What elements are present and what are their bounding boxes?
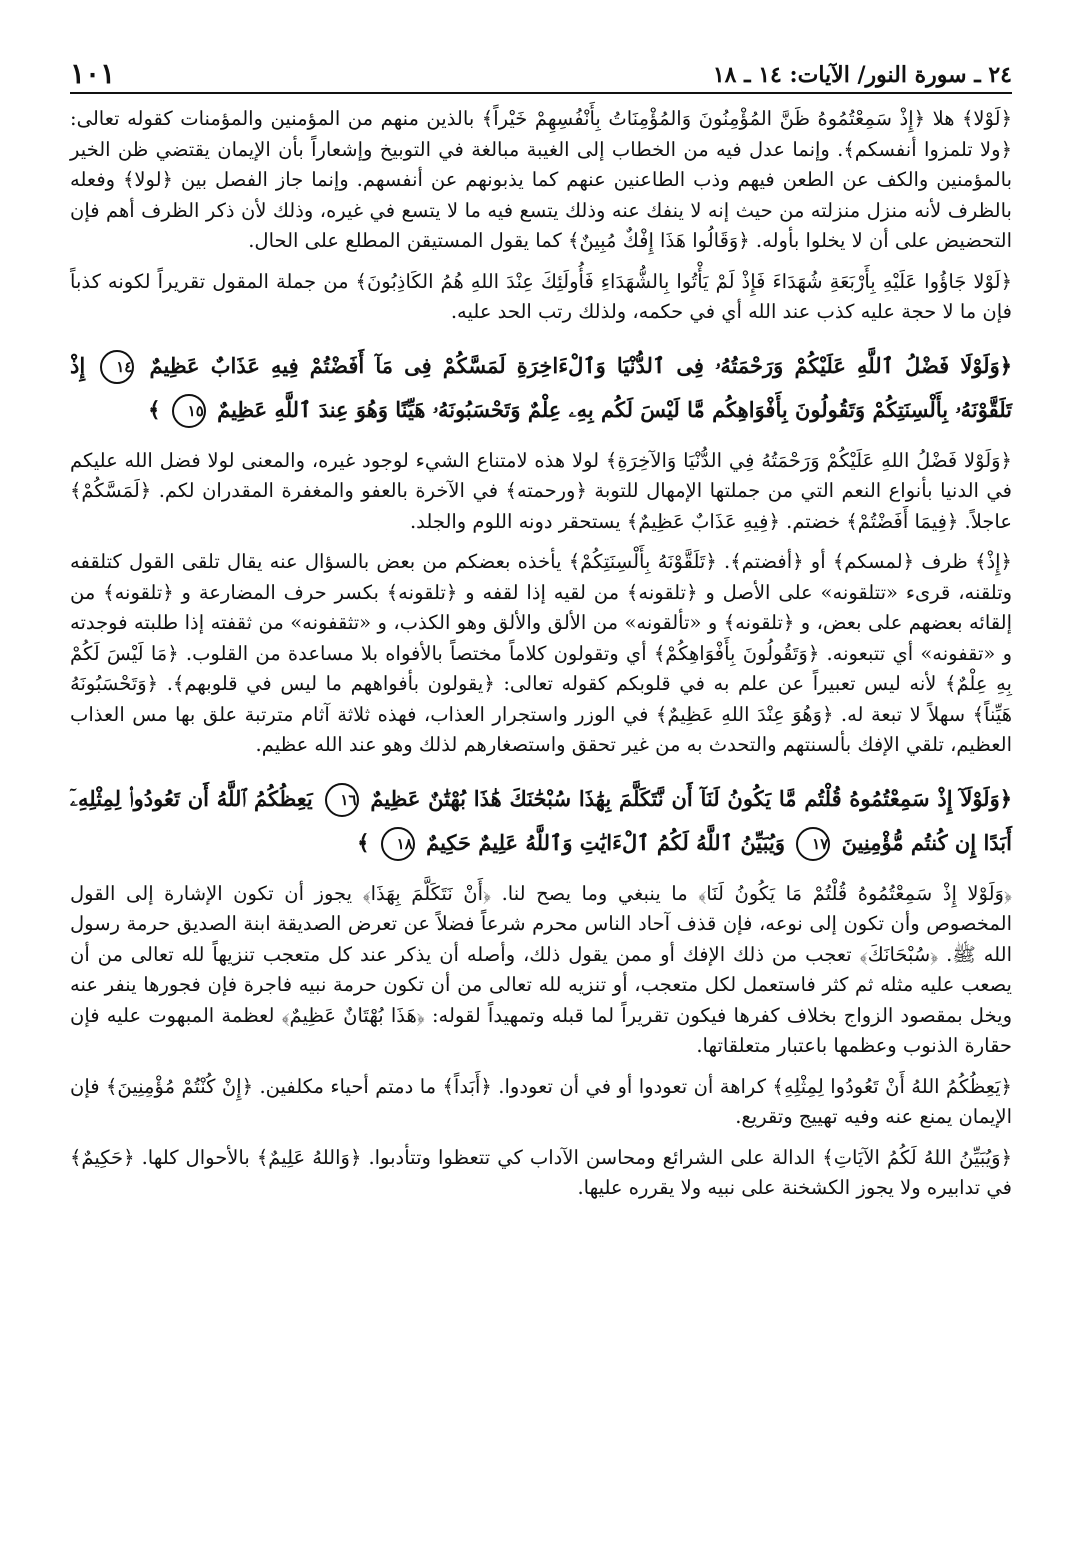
verse-number-badge: ١٦ (325, 783, 359, 817)
commentary-paragraph: ﴿وَلَوْلا إِذْ سَمِعْتُمُوهُ قُلْتُمْ مَا يَكُونُ لَنَا﴾ ما ينبغي وما يصح لنا. ﴿أَنْ نَتَكَلَّمَ بِهَذَا﴾ يجوز أن تكون الإشارة إلى القول المخصوص وأن تكون إلى نوعه، فإن قذف آحاد الناس محرم شرعاً فضلاً عن تعرض الصديقة ابنة الصديق حرمة رسول الله ﷺ. ﴿سُبْحَانَكَ﴾ تعجب من ذلك الإفك أو ممن يقول ذلك، وأصله أن يذكر عند كل متعجب تنزيهاً لله تعالى من أن يصعب عليه مثله ثم كثر فاستعمل لكل متعجب، أو تنزيه لله تعالى من أن تكون حرمة نبيه فاجرة فإن فجورها ينفر عنه ويخل بمقصود الزواج بخلاف كفرها فيكون تقريراً لما قبله وتمهيداً لقوله: ﴿هَذَا بُهْتَانٌ عَظِيمٌ﴾ لعظمة المبهوت عليه فإن حقارة الذنوب وعظمها باعتبار متعلقاتها. (70, 881, 1012, 1057)
verse-number-badge: ١٧ (796, 827, 830, 861)
commentary-paragraph: ﴿إِذْ﴾ ظرف ﴿لمسكم﴾ أو ﴿أفضتم﴾. ﴿تَلَقَّوْنَهُ بِأَلْسِنَتِكُمْ﴾ يأخذه بعضكم من بعض بالسؤال عنه يقال تلقى القول كتلقفه وتلقنه، قرىء «تتلقونه» على الأصل و ﴿تلقونه﴾ من لقيه إذا لقفه و ﴿تلقونه﴾ بكسر حرف المضارعة و ﴿تلقونه﴾ من إلقائه بعضهم على بعض، و ﴿تلقونه﴾ و «تألقونه» من الألق والألق وهو الكذب، و «تثقفونه» من ثقفته إذا طلبته فوجدته و «تقفونه» أي تتبعونه. ﴿وَتَقُولُونَ بِأَفْوَاهِكُمْ﴾ أي وتقولون كلاماً مختصاً بالأفواه بلا مساعدة من القلوب. ﴿مَا لَيْسَ لَكُمْ بِهِ عِلْمٌ﴾ لأنه ليس تعبيراً عن علم به في قلوبكم كقوله تعالى: ﴿يقولون بأفواههم ما ليس في قلوبهم﴾. ﴿وَتَحْسَبُونَهُ هَيِّناً﴾ سهلاً لا تبعة له. ﴿وَهُوَ عِنْدَ اللهِ عَظِيمٌ﴾ في الوزر واستجرار العذاب، فهذه ثلاثة آثام مترتبة علق بها مس العذاب العظيم، تلقي الإفك بألسنتهم والتحدث به من غير تحقق واستصغارهم لذلك وهو عند الله عظيم. (70, 550, 1012, 756)
verse-number-badge: ١٥ (172, 394, 206, 428)
commentary-paragraph: ﴿يَعِظُكُمُ اللهُ أَنْ تَعُودُوا لِمِثْلِهِ﴾ كراهة أن تعودوا أو في أن تعودوا. ﴿أَبَداً﴾ ما دمتم أحياء مكلفين. ﴿إِنْ كُنْتُمْ مُؤْمِنِينَ﴾ فإن الإيمان يمنع عنه وفيه تهييج وتقريع. (70, 1074, 1012, 1128)
quran-verse-block (70, 777, 1012, 865)
commentary-paragraph: ﴿لَوْلا﴾ هلا ﴿إِذْ سَمِعْتُمُوهُ ظَنَّ المُؤْمِنُونَ وَالمُؤْمِنَاتُ بِأَنْفُسِهِمْ خَيْراً﴾ بالذين منهم من المؤمنين والمؤمنات كقوله تعالى: ﴿ولا تلمزوا أنفسكم﴾. وإنما عدل فيه من الخطاب إلى الغيبة مبالغة في التوبيخ وإشعاراً بأن الإيمان يقتضي ظن الخير بالمؤمنين والكف عن الطعن فيهم وذب الطاعنين عنهم كما يذبونهم عن أنفسهم. وإنما جاز الفصل بين ﴿لولا﴾ وفعله بالظرف لأنه منزل منزلته من حيث إنه لا ينفك عنه وذلك يتسع فيه ما لا يتسع في غيره، وذلك لأن ذكر الظرف أهم فإن التحضيض على أن لا يخلوا بأوله. ﴿وَقَالُوا هَذَا إِفْكٌ مُبِينٌ﴾ كما يقول المستيقن المطلع على الحال. (70, 107, 1012, 252)
running-title: ٢٤ ـ سورة النور/ الآيات: ١٤ ـ ١٨ (712, 62, 1012, 88)
page-body (70, 104, 1012, 1204)
commentary-paragraph: ﴿وَيُبَيِّنُ اللهُ لَكُمُ الآيَاتِ﴾ الدالة على الشرائع ومحاسن الآداب كي تتعظوا وتتأدبوا. ﴿وَاللهُ عَلِيمٌ﴾ بالأحوال كلها. ﴿حَكِيمٌ﴾ في تدابيره ولا يجوز الكشخنة على نبيه ولا يقرره عليها. (70, 1145, 1012, 1199)
verse-text: ﴿وَلَوْلَا فَضْلُ ٱللَّهِ عَلَيْكُمْ وَرَحْمَتُهُۥ فِى ٱلدُّنْيَا وَٱلْءَاخِرَةِ لَمَسَّكُمْ فِى مَآ أَفَضْتُمْ فِيهِ عَذَابٌ عَظِيمٌ (149, 352, 1013, 378)
verse-number-badge: ١٤ (100, 350, 134, 384)
quran-verse-block (70, 344, 1012, 432)
commentary-paragraph: ﴿لَوْلا جَاؤُوا عَلَيْهِ بِأَرْبَعَةِ شُهَدَاءَ فَإِذْ لَمْ يَأْتُوا بِالشُّهَدَاءِ فَأُولَئِكَ عِنْدَ اللهِ هُمُ الكَاذِبُونَ﴾ من جملة المقول تقريراً لكونه كذباً فإن ما لا حجة عليه كذب عند الله أي في حكمه، ولذلك رتب الحد عليه. (70, 269, 1012, 323)
verse-close-bracket: ﴾ (148, 396, 161, 422)
verse-close-bracket: ﴾ (357, 829, 370, 855)
commentary-paragraph: ﴿وَلَوْلا فَضْلُ اللهِ عَلَيْكُمْ وَرَحْمَتُهُ فِي الدُّنْيَا وَالآخِرَةِ﴾ لولا هذه لامتناع الشيء لوجود غيره، والمعنى لولا فضل الله عليكم في الدنيا بأنواع النعم التي من جملتها الإمهال للتوبة ﴿ورحمته﴾ في الآخرة بالعفو والمغفرة المقدران لكم. ﴿لَمَسَّكُمْ﴾ عاجلاً. ﴿فِيمَا أَفَضْتُمْ﴾ خضتم. ﴿فِيهِ عَذَابٌ عَظِيمٌ﴾ يستحقر دونه اللوم والجلد. (70, 448, 1012, 533)
verse-number-badge: ١٨ (381, 827, 415, 861)
verse-text: وَيُبَيِّنُ ٱللَّهُ لَكُمُ ٱلْءَايَٰتِ وَٱللَّهُ عَلِيمٌ حَكِيمٌ (426, 829, 785, 855)
verse-text: ﴿وَلَوْلَآ إِذْ سَمِعْتُمُوهُ قُلْتُم مَّا يَكُونُ لَنَآ أَن نَّتَكَلَّمَ بِهَٰذَا سُبْحَٰنَكَ هَٰذَا بُهْتَٰنٌ عَظِيمٌ (370, 785, 1013, 811)
verse-text: إِذْ تَلَقَّوْنَهُۥ بِأَلْسِنَتِكُمْ وَتَقُولُونَ بِأَفْوَاهِكُم مَّا لَيْسَ لَكُم بِهِۦ عِلْمٌ وَتَحْسَبُونَهُۥ هَيِّنًا وَهُوَ عِندَ ٱللَّهِ عَظِيمٌ (70, 352, 1012, 422)
page-header (70, 52, 1012, 94)
verse-text: يَعِظُكُمُ ٱللَّهُ أَن تَعُودُوا۟ لِمِثْلِهِۦٓ أَبَدًا إِن كُنتُم مُّؤْمِنِينَ (70, 785, 1012, 855)
page-number: ١٠١ (70, 57, 116, 90)
